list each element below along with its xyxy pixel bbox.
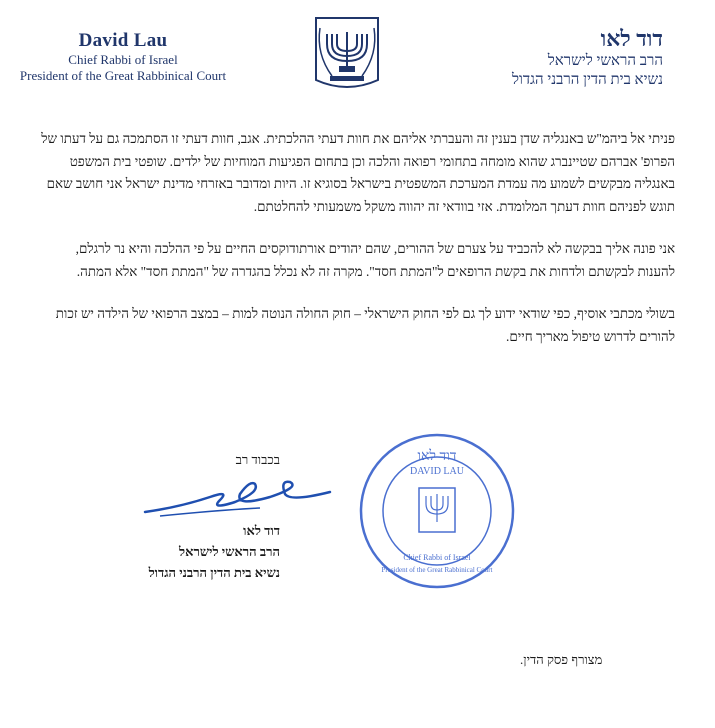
closing-text: בכבוד רב: [235, 452, 280, 467]
signer-title2: נשיא בית הדין הרבני הגדול: [148, 565, 280, 580]
svg-text:President of the Great Rabbini: President of the Great Rabbinical Court: [381, 566, 493, 574]
header-en-title2: President of the Great Rabbinical Court: [19, 68, 227, 83]
letter-body: [38, 128, 675, 368]
paragraph-2: אני פונה אליך בבקשה לא להכביד על צערם של ההורים, שהם יהודים אורתודוקסים החיים על פי ההלכה והיא נר לרגלם, להענות לבקשתם ולדחות את בקשת הרופאים ל"המתת חסד". מקרה זה לא נכלל בהגדרה של "המתת חסד" אלא המתה.: [75, 241, 675, 279]
paragraph-1: פניתי אל ביהמ"ש באנגליה שדן בענין זה והעברתי אליהם את חוות דעתי ההלכתית. אגב, חוות דעתי זו הסתמכה גם על דעתו של הפרופ' אברהם שטיינברג שהוא מומחה בתחומי רפואה והלכה וכן בתחום הפגיעות המוחיות של ילדים. שופטי בית המשפט באנגליה מבקשים לשמוע מה עמדת המערכת המשפטית בישראל בסוגיא זו. היות ומדובר באזרחי מדינת ישראל אני חושב שאם תוגש לפניהם חוות דעתך המלומדת. אזי בוודאי זה יהווה משקל משמעותי להחלטתם.: [41, 131, 675, 214]
header-hebrew: [413, 26, 663, 90]
signer-block: [130, 520, 280, 583]
header-english: [8, 30, 238, 84]
official-stamp: [356, 430, 518, 592]
svg-text:DAVID LAU: DAVID LAU: [410, 466, 464, 477]
menorah-emblem-icon: [312, 14, 382, 92]
header-he-name: דוד לאו: [600, 26, 663, 51]
paragraph-3: בשולי מכתבי אוסיף, כפי שודאי ידוע לך גם לפי החוק הישראלי – חוק החולה הנוטה למות – במצב הרפואי של הילדה יש זכות להורים לדרוש טיפול מאריך חיים.: [55, 306, 675, 344]
handwritten-signature: [140, 472, 340, 522]
signer-title1: הרב הראשי לישראל: [179, 544, 280, 559]
signer-name: דוד לאו: [243, 523, 280, 538]
header-he-title2: נשיא בית הדין הרבני הגדול: [511, 72, 663, 88]
svg-text:דוד לאו: דוד לאו: [417, 449, 457, 464]
attachment-note: מצורף פסק הדין.: [520, 652, 603, 667]
header-he-title1: הרב הראשי לישראל: [547, 53, 663, 69]
header-en-name: David Lau: [78, 30, 168, 51]
svg-text:Chief Rabbi of Israel: Chief Rabbi of Israel: [403, 553, 471, 562]
header-en-title1: Chief Rabbi of Israel: [68, 52, 178, 67]
